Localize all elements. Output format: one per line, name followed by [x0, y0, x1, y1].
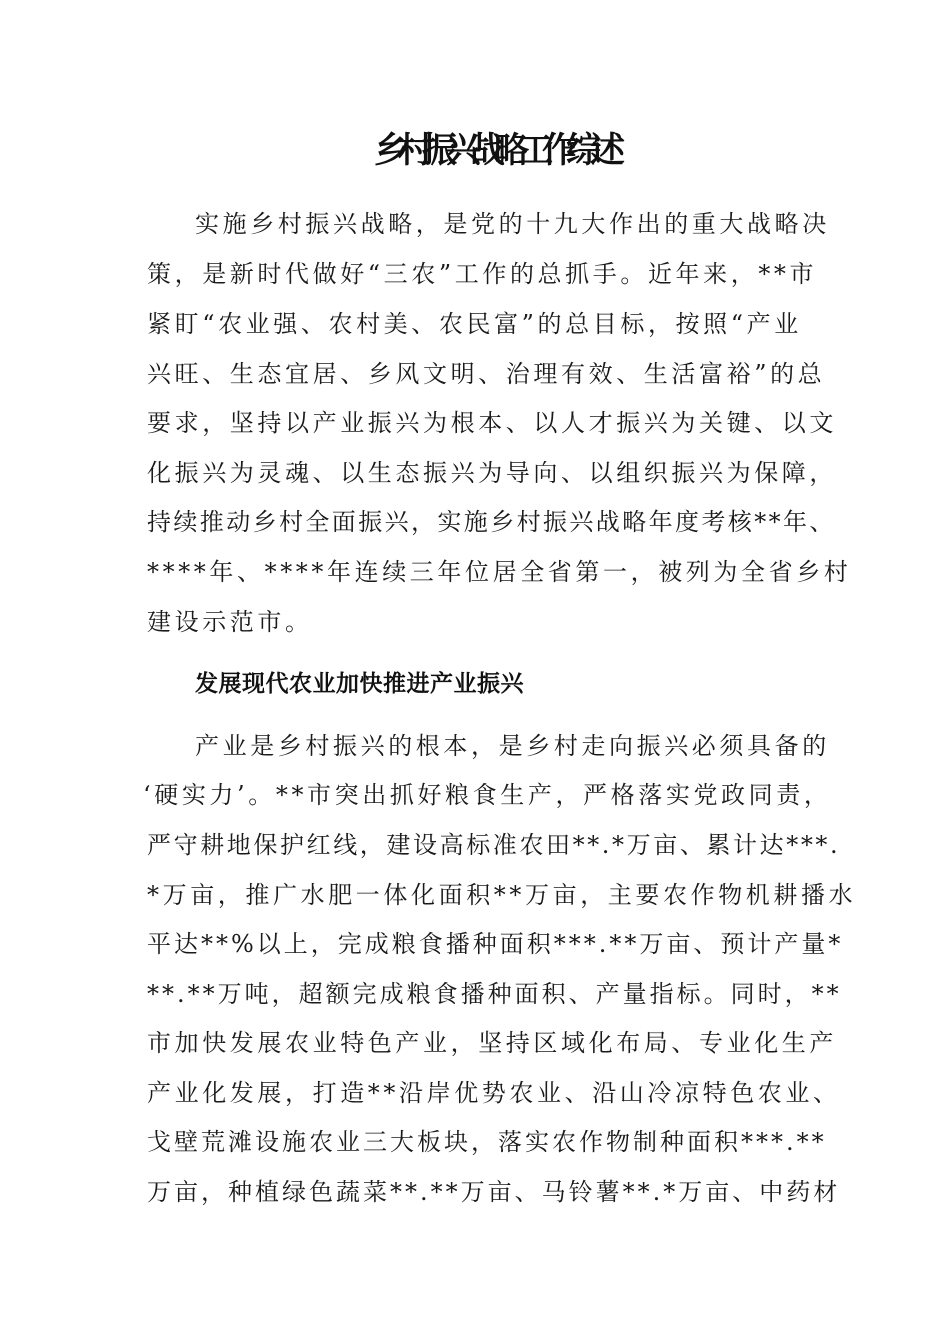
paragraph-line: 紧盯“农业强、农村美、农民富”的总目标，按照“产业 [147, 310, 802, 338]
paragraph-line: **.**万吨，超额完成粮食播种面积、产量指标。同时，** [147, 980, 842, 1008]
paragraph-line: 持续推动乡村全面振兴，实施乡村振兴战略年度考核**年、 [147, 508, 836, 536]
paragraph-line: 实施乡村振兴战略，是党的十九大作出的重大战略决 [195, 210, 830, 238]
paragraph-line: 策，是新时代做好“三农”工作的总抓手。近年来，**市 [147, 260, 818, 288]
paragraph-line: 建设示范市。 [147, 608, 313, 636]
paragraph-line: ****年、****年连续三年位居全省第一，被列为全省乡村 [147, 558, 852, 586]
paragraph-line: 要求，坚持以产业振兴为根本、以人才振兴为关键、以文 [147, 409, 837, 437]
paragraph-line: 严守耕地保护红线，建设高标准农田**.*万亩、累计达***. [147, 831, 841, 859]
paragraph-line: 市加快发展农业特色产业，坚持区域化布局、专业化生产 [147, 1029, 837, 1057]
paragraph-line: 兴旺、生态宜居、乡风文明、治理有效、生活富裕”的总 [147, 360, 826, 388]
paragraph-line: 产业是乡村振兴的根本，是乡村走向振兴必须具备的 [195, 732, 830, 760]
paragraph-line: 化振兴为灵魂、以生态振兴为导向、以组织振兴为保障， [147, 459, 837, 487]
paragraph-line: ‘硬实力’。**市突出抓好粮食生产，严格落实党政同责， [143, 781, 832, 809]
paragraph-line: 戈壁荒滩设施农业三大板块，落实农作物制种面积***.** [147, 1128, 827, 1156]
section-heading: 发展现代农业加快推进产业振兴 [195, 671, 524, 697]
paragraph-line: 产业化发展，打造**沿岸优势农业、沿山冷凉特色农业、 [147, 1079, 841, 1107]
paragraph-line: *万亩，推广水肥一体化面积**万亩，主要农作物机耕播水 [147, 881, 857, 909]
paragraph-line: 平达**%以上，完成粮食播种面积***.**万亩、预计产量* [147, 930, 844, 958]
paragraph-line: 万亩，种植绿色蔬菜**.**万亩、马铃薯**.*万亩、中药材 [147, 1178, 841, 1206]
document-title: 乡村振兴战略工作综述 [373, 130, 614, 171]
